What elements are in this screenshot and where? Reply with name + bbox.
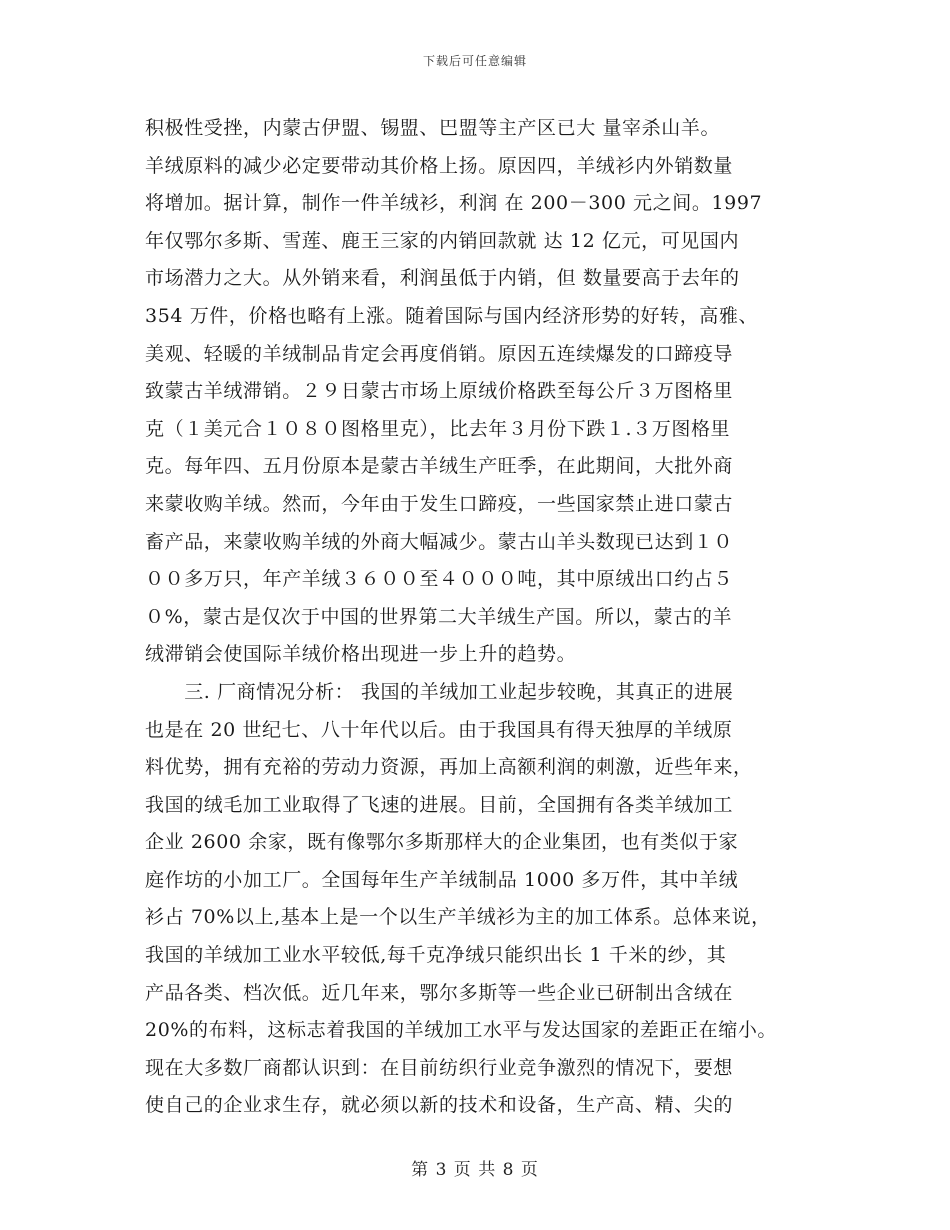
text-line: 羊绒原料的减少必定要带动其价格上扬。原因四，羊绒衫内外销数量 <box>145 154 734 177</box>
text-line: 畜产品，来蒙收购羊绒的外商大幅减少。蒙古山羊头数现已达到１０ <box>145 530 734 553</box>
section-heading-line: 三. 厂商情况分析： 我国的羊绒加工业起步较晚，其真正的进展 <box>145 680 734 703</box>
text-line: 市场潜力之大。从外销来看，利润虽低于内销，但 数量要高于去年的 <box>145 267 740 290</box>
text-line: 美观、轻暖的羊绒制品肯定会再度俏销。原因五连续爆发的口蹄疫导 <box>145 342 734 365</box>
document-body <box>145 110 815 1125</box>
text-line: 20%的布料，这标志着我国的羊绒加工水平与发达国家的差距正在缩小。 <box>145 1019 778 1042</box>
text-line: 年仅鄂尔多斯、雪莲、鹿王三家的内销回款就 达 12 亿元，可见国内 <box>145 229 740 252</box>
page-number-footer: 第 3 页 共 8 页 <box>411 1160 539 1180</box>
text-line: 庭作坊的小加工厂。全国每年生产羊绒制品 1000 多万件，其中羊绒 <box>145 868 739 891</box>
text-line: 衫占 70%以上,基本上是一个以生产羊绒衫为主的加工体系。总体来说， <box>145 906 771 929</box>
text-line: 克。每年四、五月份原本是蒙古羊绒生产旺季，在此期间，大批外商 <box>145 455 734 478</box>
text-line: 绒滞销会使国际羊绒价格出现进一步上升的趋势。 <box>145 643 577 666</box>
text-line: 来蒙收购羊绒。然而，今年由于发生口蹄疫，一些国家禁止进口蒙古 <box>145 492 734 515</box>
text-line: 我国的羊绒加工业水平较低,每千克净绒只能织出长 1 千米的纱，其 <box>145 944 727 967</box>
text-line: 料优势，拥有充裕的劳动力资源，再加上高额利润的刺激，近些年来， <box>145 756 753 779</box>
text-line: 我国的绒毛加工业取得了飞速的进展。目前，全国拥有各类羊绒加工 <box>145 793 734 816</box>
text-line: ００多万只，年产羊绒３６００至４０００吨，其中原绒出口约占５ <box>145 568 734 591</box>
text-line: 354 万件，价格也略有上涨。随着国际与国内经济形势的好转，高雅、 <box>145 304 759 327</box>
page-header: 下载后可任意编辑 <box>422 54 527 68</box>
text-line: 也是在 20 世纪七、八十年代以后。由于我国具有得天独厚的羊绒原 <box>145 718 733 741</box>
text-line: 使自己的企业求生存，就必须以新的技术和设备，生产高、精、尖的 <box>145 1094 734 1117</box>
text-line: 企业 2600 余家，既有像鄂尔多斯那样大的企业集团，也有类似于家 <box>145 831 739 854</box>
text-line: 现在大多数厂商都认识到：在目前纺织行业竞争激烈的情况下，要想 <box>145 1056 734 1079</box>
text-line: 致蒙古羊绒滞销。２９日蒙古市场上原绒价格跌至每公斤３万图格里 <box>145 380 734 403</box>
text-line: 积极性受挫，内蒙古伊盟、锡盟、巴盟等主产区已大 量宰杀山羊。 <box>145 117 721 139</box>
text-line: 将增加。据计算，制作一件羊绒衫，利润 在 200－300 元之间。1997 <box>145 192 763 215</box>
text-line: ０%，蒙古是仅次于中国的世界第二大羊绒生产国。所以，蒙古的羊 <box>145 605 733 628</box>
text-line: 产品各类、档次低。近几年来，鄂尔多斯等一些企业已研制出含绒在 <box>145 981 734 1004</box>
text-line: 克（１美元合１０８０图格里克），比去年３月份下跌１.３万图格里 <box>145 417 731 440</box>
